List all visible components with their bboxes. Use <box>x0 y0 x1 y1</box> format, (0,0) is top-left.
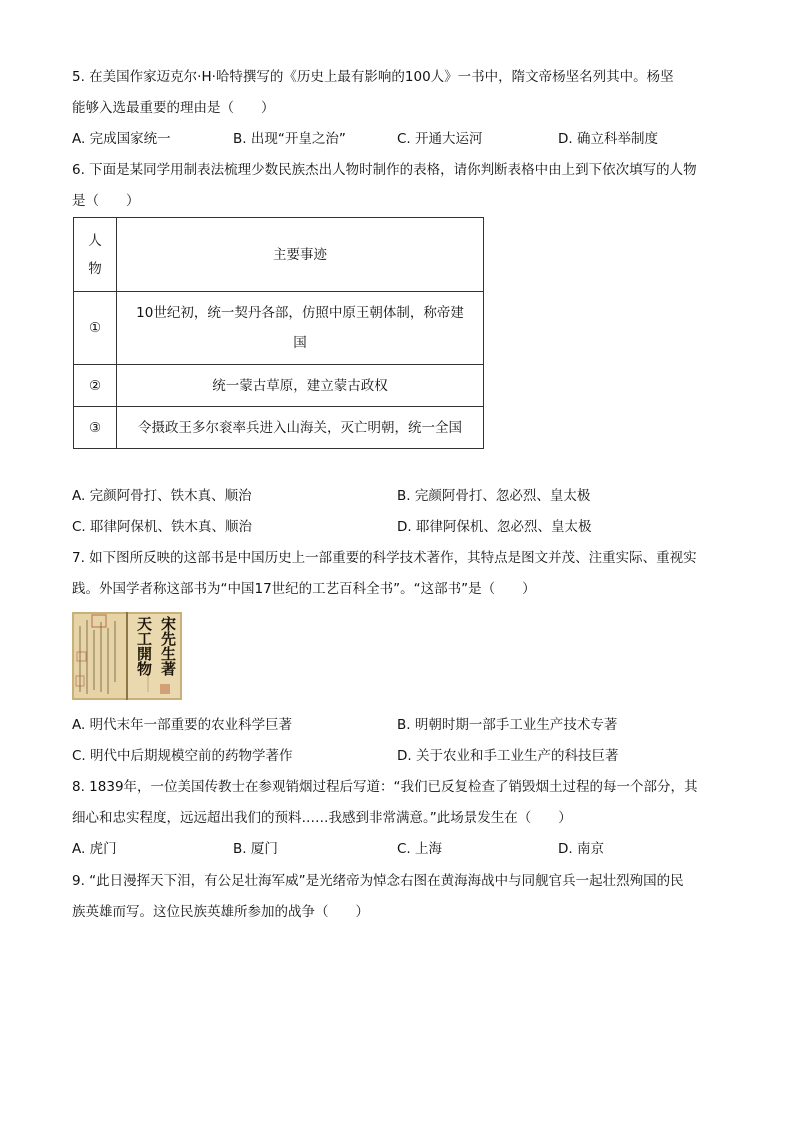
q6-option-a[interactable]: A. 完颜阿骨打、铁木真、顺治 <box>72 488 252 504</box>
q7-stem-line1: 7. 如下图所反映的这部书是中国历史上一部重要的科学技术著作，其特点是图文并茂、注重实际、重视实 <box>72 550 697 566</box>
q5-stem-line1: 5. 在美国作家迈克尔·H·哈特撰写的《历史上最有影响的100人》一书中，隋文帝杨坚名列其中。杨坚 <box>72 69 674 85</box>
book-cover-image <box>72 612 182 700</box>
q5-option-d[interactable]: D. 确立科举制度 <box>558 131 658 147</box>
q8-stem-line2: 细心和忠实程度，远远超出我们的预料……我感到非常满意。”此场景发生在（ ） <box>72 810 572 826</box>
row-deeds: 统一蒙古草原，建立蒙古政权 <box>117 365 484 407</box>
q7-option-c[interactable]: C. 明代中后期规模空前的药物学著作 <box>72 748 293 764</box>
table-row <box>74 365 484 407</box>
table-row <box>74 407 484 449</box>
q6-option-d[interactable]: D. 耶律阿保机、忽必烈、皇太极 <box>397 519 592 535</box>
q7-option-b[interactable]: B. 明朝时期一部手工业生产技术专著 <box>397 717 618 733</box>
row-deeds-line2: 国 <box>293 335 307 351</box>
q8-option-b[interactable]: B. 厦门 <box>233 841 278 857</box>
book-title-left: 天工開物 <box>135 616 153 676</box>
q5-stem-line2: 能够入选最重要的理由是（ ） <box>72 100 275 116</box>
q6-figures-table <box>73 217 484 449</box>
header-deeds-cell: 主要事迹 <box>117 218 484 292</box>
row-deeds <box>117 292 484 365</box>
q9-stem-line1: 9. “此日漫挥天下泪，有公足壮海军威”是光绪帝为悼念右图在黄海海战中与同舰官兵一起壮烈殉国的民 <box>72 873 684 889</box>
q5-option-b[interactable]: B. 出现“开皇之治” <box>233 131 346 147</box>
q7-option-a[interactable]: A. 明代末年一部重要的农业科学巨著 <box>72 717 293 733</box>
book-title-right: 宋先生著 <box>159 616 177 676</box>
q6-option-b[interactable]: B. 完颜阿骨打、忽必烈、皇太极 <box>397 488 591 504</box>
table-row <box>74 292 484 365</box>
q8-option-d[interactable]: D. 南京 <box>558 841 604 857</box>
q6-stem-line2: 是（ ） <box>72 193 140 209</box>
q9-stem-line2: 族英雄而写。这位民族英雄所参加的战争（ ） <box>72 904 369 920</box>
header-figure-char1: 人 <box>88 232 102 249</box>
row-deeds-line1: 10世纪初，统一契丹各部，仿照中原王朝体制，称帝建 <box>136 305 464 321</box>
q8-option-a[interactable]: A. 虎门 <box>72 841 117 857</box>
header-figure-cell <box>74 218 117 292</box>
q7-option-d[interactable]: D. 关于农业和手工业生产的科技巨著 <box>397 748 619 764</box>
q6-stem-line1: 6. 下面是某同学用制表法梳理少数民族杰出人物时制作的表格，请你判断表格中由上到下依次填写的人物 <box>72 162 697 178</box>
table-header-row <box>74 218 484 292</box>
q6-option-c[interactable]: C. 耶律阿保机、铁木真、顺治 <box>72 519 253 535</box>
q8-stem-line1: 8. 1839年，一位美国传教士在参观销烟过程后写道：“我们已反复检查了销毁烟土过程的每一个部分，其 <box>72 779 698 795</box>
header-figure-char2: 物 <box>88 260 102 277</box>
row-mark: ③ <box>74 407 117 449</box>
q8-option-c[interactable]: C. 上海 <box>397 841 443 857</box>
q5-option-a[interactable]: A. 完成国家统一 <box>72 131 171 147</box>
q5-option-c[interactable]: C. 开通大运河 <box>397 131 483 147</box>
row-mark: ① <box>74 292 117 365</box>
row-deeds: 令摄政王多尔衮率兵进入山海关，灭亡明朝，统一全国 <box>117 407 484 449</box>
row-mark: ② <box>74 365 117 407</box>
q7-stem-line2: 践。外国学者称这部书为“中国17世纪的工艺百科全书”。“这部书”是（ ） <box>72 581 536 597</box>
